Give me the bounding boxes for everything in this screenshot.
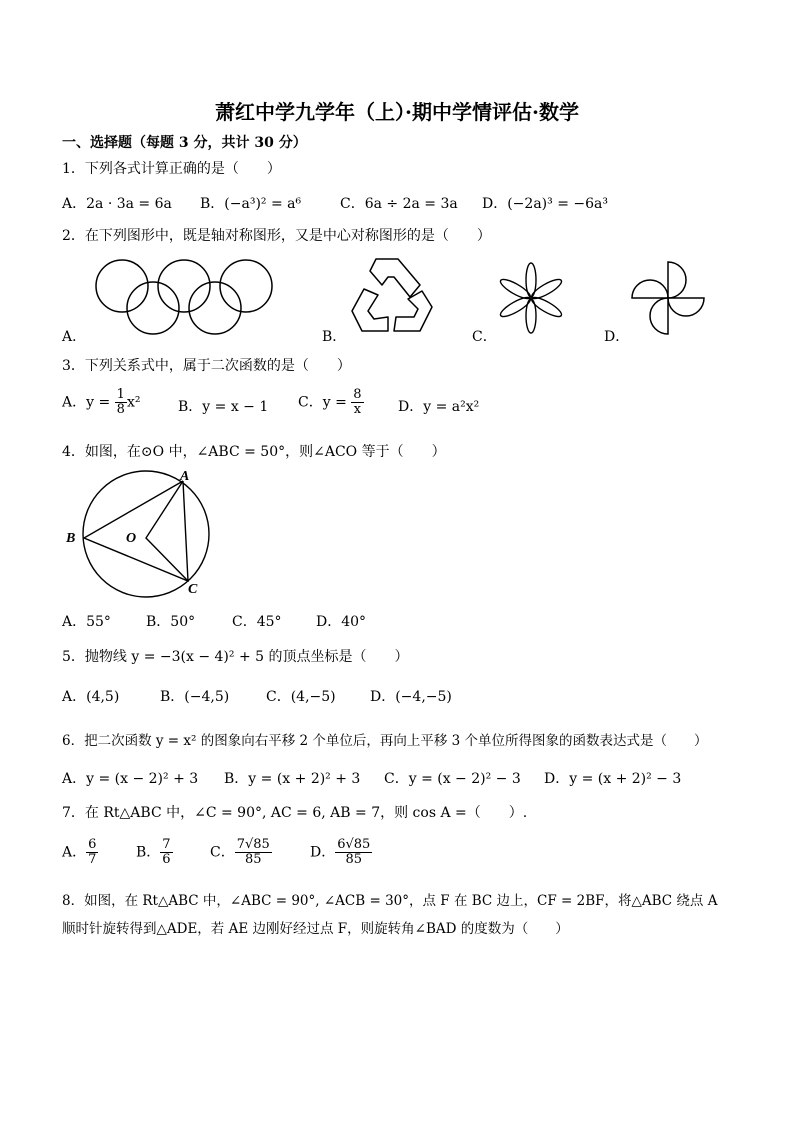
question-3-option-b: B．y = x − 1 [178, 399, 269, 415]
question-2-option-b: B． [322, 329, 347, 345]
label-b: B [66, 531, 76, 546]
circle-triangle-figure [62, 466, 222, 602]
question-2-option-c: C． [472, 329, 497, 345]
question-6-option-b: B．y = (x + 2)² + 3 [224, 771, 361, 787]
question-3-option-d: D．y = a²x² [398, 399, 480, 415]
question-1-option-d: D．(−2a)³ = −6a³ [482, 196, 608, 212]
question-1-option-c: C．6a ÷ 2a = 3a [340, 196, 458, 212]
question-4-option-b: B．50° [146, 614, 196, 630]
question-5-option-a: A．(4,5) [62, 689, 120, 705]
question-3-option-a: A．y = $\frac{1}{8}$ x² [62, 387, 141, 417]
label-o: O [126, 531, 137, 546]
question-5-option-b: B．(−4,5) [160, 689, 230, 705]
question-1-option-b: B．(−a³)² = a⁶ [200, 196, 302, 212]
question-6-option-a: A．y = (x − 2)² + 3 [62, 771, 199, 787]
question-4-option-a: A．55° [62, 614, 111, 630]
question-5-stem: 5．抛物线 y = −3(x − 4)² + 5 的顶点坐标是（ ） [62, 649, 409, 665]
pinwheel-figure [628, 258, 708, 338]
question-7-option-b: B． $\frac{7}{6}$ [136, 837, 171, 867]
question-8-stem: 8．如图，在 Rt△ABC 中，∠ABC = 90°, ∠ACB = 30°，点 F 在 BC 边上，CF = 2BF，将△ABC 绕点 A [62, 893, 718, 909]
question-4-option-d: D．40° [316, 614, 367, 630]
label-c: C [188, 582, 198, 597]
question-5-option-c: C．(4,−5) [266, 689, 336, 705]
question-1-stem: 1．下列各式计算正确的是（ ） [62, 161, 281, 177]
question-8-stem-line2: 顺时针旋转得到△ADE，若 AE 边刚好经过点 F，则旋转角∠BAD 的度数为（ ） [62, 921, 569, 937]
olympic-rings-figure [90, 258, 285, 338]
question-7-stem: 7．在 Rt△ABC 中，∠C = 90°, AC = 6, AB = 7，则 cos A =（ ）. [62, 805, 528, 821]
question-6-stem: 6．把二次函数 y = x² 的图象向右平移 2 个单位后，再向上平移 3 个单位所得图象的函数表达式是（ ） [62, 733, 708, 749]
six-petal-flower-figure [495, 262, 567, 334]
question-7-option-a: A． $\frac{6}{7}$ [62, 837, 97, 867]
question-6-option-d: D．y = (x + 2)² − 3 [544, 771, 682, 787]
question-2-option-a: A． [62, 329, 87, 345]
question-6-option-c: C．y = (x − 2)² − 3 [384, 771, 521, 787]
question-3-stem: 3．下列关系式中，属于二次函数的是（ ） [62, 358, 351, 374]
question-1-option-a: A．2a · 3a = 6a [62, 196, 172, 212]
recycle-figure [348, 255, 438, 337]
question-7-option-d: D． $\frac{6√85}{85}$ [310, 837, 371, 867]
section-header: 一、选择题（每题 3 分，共计 30 分） [62, 135, 307, 151]
question-2-option-d: D． [604, 329, 630, 345]
question-5-option-d: D．(−4,−5) [370, 689, 452, 705]
question-3-option-c: C．y = $\frac{8}{x}$ [298, 387, 362, 417]
question-4-stem: 4．如图，在⊙O 中，∠ABC = 50°，则∠ACO 等于（ ） [62, 444, 446, 460]
question-7-option-c: C． $\frac{7√85}{85}$ [210, 837, 270, 867]
page-title: 萧红中学九学年（上）·期中学情评估·数学 [215, 100, 579, 124]
question-2-stem: 2．在下列图形中，既是轴对称图形，又是中心对称图形的是（ ） [62, 228, 491, 244]
label-a: A [180, 469, 190, 484]
question-4-option-c: C．45° [232, 614, 282, 630]
